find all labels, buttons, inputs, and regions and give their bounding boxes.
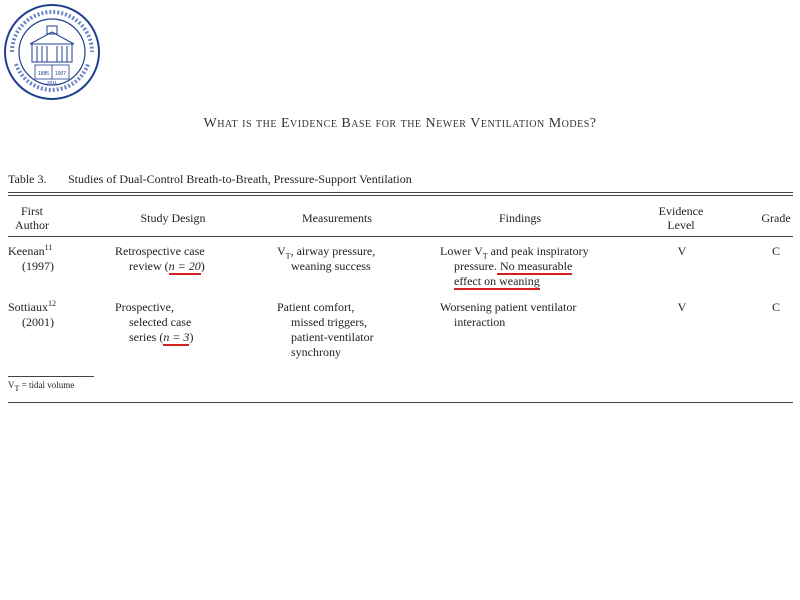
row1-measurements: [277, 244, 375, 274]
row2-grade: C: [771, 300, 780, 314]
table-number: Table 3.: [8, 172, 47, 186]
header-first-author-line1: First: [20, 204, 43, 218]
row2-meas-line2: missed triggers,: [291, 315, 367, 329]
header-evidence-line2: Level: [667, 218, 695, 232]
table-footnote: $V_T$ = tidal volume: [8, 380, 75, 393]
row1-find-highlight-1: No measurable: [496, 259, 573, 273]
row2-evidence-level: V: [677, 300, 687, 314]
row1-meas-line1: $V_T$, airway pressure,: [277, 244, 376, 261]
table-caption: [8, 172, 412, 187]
logo-year-2: 1907: [54, 71, 67, 77]
header-evidence-level: [646, 204, 716, 232]
table-header-rule: [8, 236, 793, 237]
row1-find-line2: pressure. No measurable: [454, 259, 573, 273]
header-first-author: [10, 204, 54, 232]
row2-design-line2: selected case: [129, 315, 192, 329]
row2-design-line1: Prospective,: [115, 300, 174, 314]
row1-find-highlight-2: effect on weaning: [454, 274, 540, 288]
slide-title: What is the Evidence Base for the Newer Ventilation Modes?: [203, 116, 597, 131]
row2-find-line1: Worsening patient ventilator: [440, 300, 577, 314]
row1-author-name: Keenan: [8, 244, 45, 258]
row2-sample-size: n = 3: [163, 330, 190, 344]
header-grade: Grade: [761, 211, 791, 225]
table-top-rule-double: [8, 195, 793, 196]
row1-sample-size: n = 20: [168, 259, 201, 273]
footnote-rule: [8, 376, 94, 377]
row1-find-line1: Lower $V_T$ and peak inspiratory: [440, 244, 589, 261]
row2-find-line2: interaction: [454, 315, 506, 329]
row2-meas-line1: Patient comfort,: [277, 300, 355, 314]
row2-meas-line3: patient-ventilator: [291, 330, 374, 344]
row2-meas-line4: synchrony: [291, 345, 341, 359]
university-logo: [2, 2, 102, 102]
header-findings: Findings: [498, 211, 541, 225]
row1-grade: C: [771, 244, 780, 258]
row1-study-design: [115, 244, 205, 274]
row2-author-ref: 12: [48, 299, 57, 308]
row1-meas-line2: weaning success: [291, 259, 371, 273]
row1-find-line3: [440, 274, 589, 289]
logo-year-1: 1885: [37, 71, 50, 77]
row2-study-design: [115, 300, 193, 345]
logo-year-3: 2011: [47, 80, 57, 85]
row2-measurements: [277, 300, 374, 360]
row1-findings: [440, 244, 589, 289]
row1-year: (1997): [22, 259, 54, 273]
row1-author: [8, 244, 54, 274]
table-top-rule: [8, 192, 793, 193]
row2-author-name: Sottiaux: [8, 300, 49, 314]
row2-design-line3: series (n = 3): [129, 330, 194, 344]
header-evidence-line1: Evidence: [658, 204, 704, 218]
header-first-author-line2: Author: [15, 218, 49, 232]
row1-design-line2: review (n = 20): [129, 259, 205, 273]
header-study-design: Study Design: [140, 211, 206, 225]
row1-evidence-level: V: [677, 244, 687, 258]
header-measurements: Measurements: [302, 211, 372, 225]
row2-findings: [440, 300, 576, 330]
row1-author-ref: 11: [44, 243, 53, 252]
table-bottom-rule: [8, 402, 793, 403]
table-caption-text: Studies of Dual-Control Breath-to-Breath, Pressure-Support Ventilation: [68, 172, 412, 186]
row2-year: (2001): [22, 315, 54, 329]
university-seal-icon: [2, 2, 102, 102]
row1-design-line1: Retrospective case: [115, 244, 205, 258]
row2-author: [8, 300, 56, 330]
